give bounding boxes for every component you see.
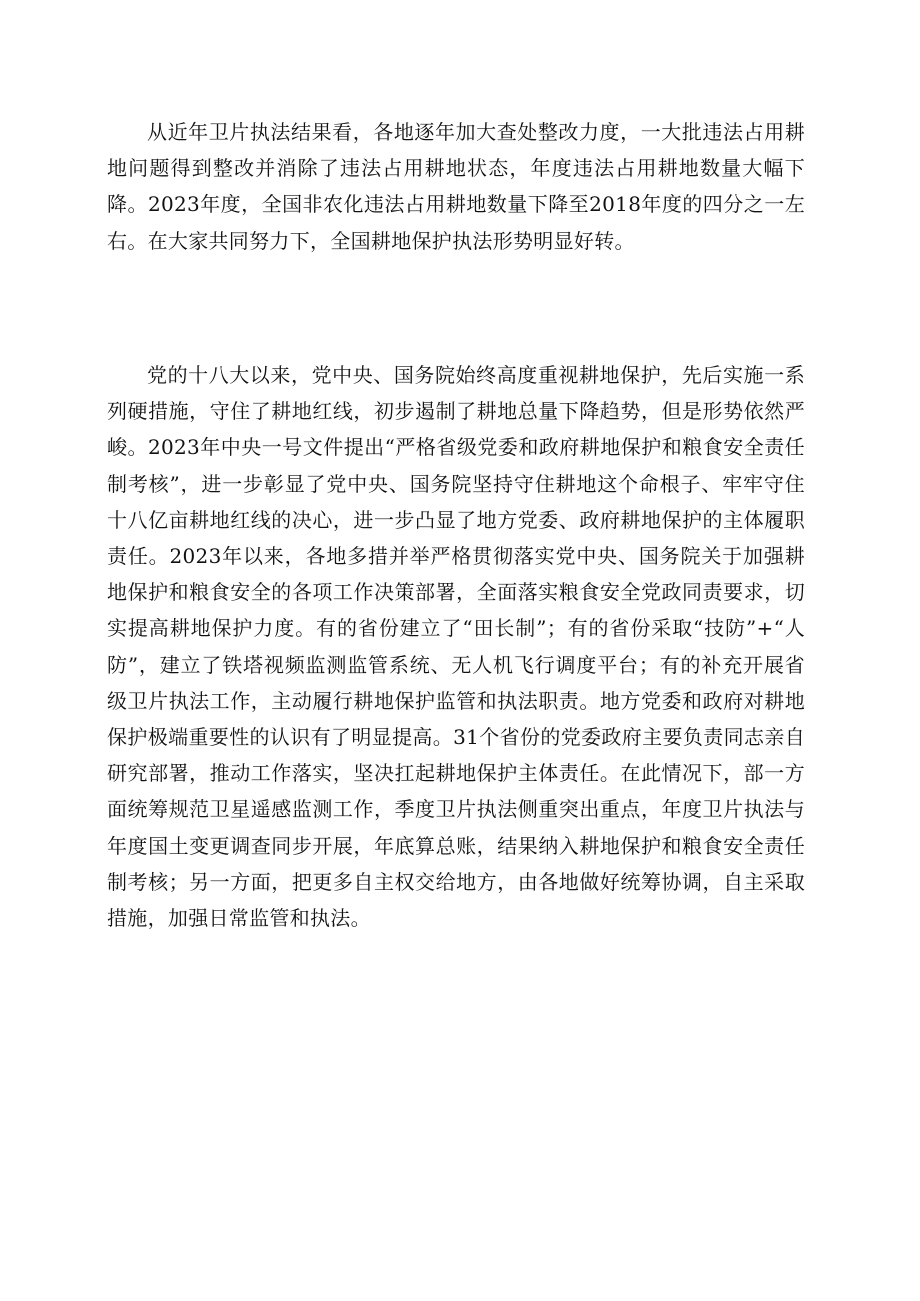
paragraph-2: 党的十八大以来，党中央、国务院始终高度重视耕地保护，先后实施一系列硬措施，守住了耕地红线，初步遏制了耕地总量下降趋势，但是形势依然严峻。2023年中央一号文件提出“严格省级党委和政府耕地保护和粮食安全责任制考核”，进一步彰显了党中央、国务院坚持守住耕地这个命根子、牢牢守住十八亿亩耕地红线的决心，进一步凸显了地方党委、政府耕地保护的主体履职责任。2023年以来，各地多措并举严格贯彻落实党中央、国务院关于加强耕地保护和粮食安全的各项工作决策部署，全面落实粮食安全党政同责要求，切实提高耕地保护力度。有的省份建立了“田长制”；有的省份采取“技防”+“人防”，建立了铁塔视频监测监管系统、无人机飞行调度平台；有的补充开展省级卫片执法工作，主动履行耕地保护监管和执法职责。地方党委和政府对耕地保护极端重要性的认识有了明显提高。31个省份的党委政府主要负责同志亲自研究部署，推动工作落实，坚决扛起耕地保护主体责任。在此情况下，部一方面统筹规范卫星遥感监测工作，季度卫片执法侧重突出重点，年度卫片执法与年度国土变更调查同步开展，年底算总账，结果纳入耕地保护和粮食安全责任制考核；另一方面，把更多自主权交给地方，由各地做好统筹协调，自主采取措施，加强日常监管和执法。 — [107, 363, 805, 931]
paragraph-1: 从近年卫片执法结果看，各地逐年加大查处整改力度，一大批违法占用耕地问题得到整改并消除了违法占用耕地状态，年度违法占用耕地数量大幅下降。2023年度，全国非农化违法占用耕地数量下降至2018年度的四分之一左右。在大家共同努力下，全国耕地保护执法形势明显好转。 — [107, 120, 805, 253]
